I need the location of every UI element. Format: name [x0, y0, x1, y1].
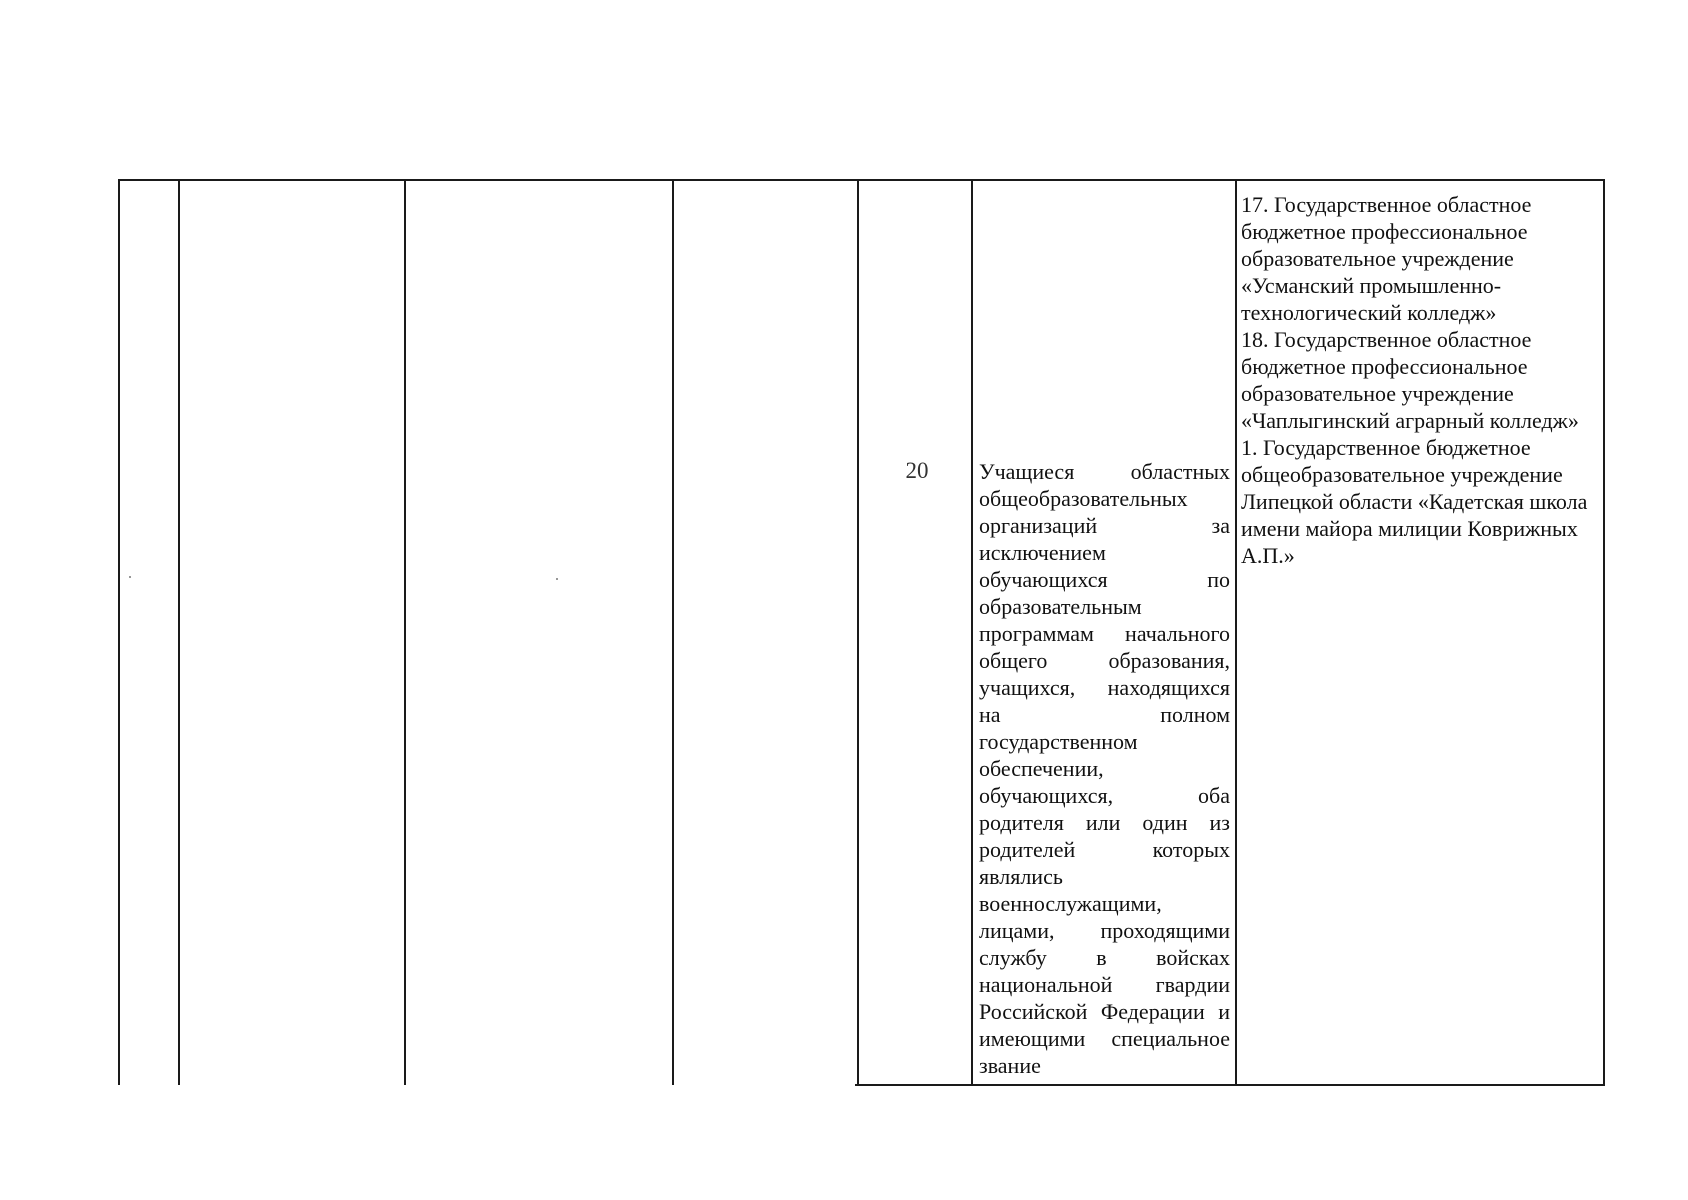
- scan-speck: [129, 576, 131, 578]
- table-top-border: [118, 179, 1605, 181]
- row-number: 20: [905, 458, 929, 483]
- row-description: Учащиеся областных общеобразовательных организаций за исключением обучающихся по образовательным программам начального общего образования, учащихся, находящихся на полном государственном обеспечении, обучающихся, оба родителя или один из родителей которых являлись военнослужащими, лицами, проходящими службу в войсках национальной гвардии Российской Федерации и имеющими специальное звание: [979, 459, 1230, 1078]
- table-column-divider-5: [857, 179, 859, 1085]
- scan-speck: [556, 578, 558, 580]
- table-column-divider-3: [404, 179, 406, 1085]
- organization-item: 17. Государственное областное бюджетное профессиональное образовательное учреждение «Усманский промышленно-технологический колледж»: [1241, 192, 1532, 325]
- organization-item: 18. Государственное областное бюджетное профессиональное образовательное учреждение «Чаплыгинский аграрный колледж»: [1241, 327, 1579, 433]
- table-right-border: [1603, 179, 1605, 1085]
- table-column-divider-2: [178, 179, 180, 1085]
- table-column-divider-7: [1235, 179, 1237, 1085]
- table-bottom-border: [855, 1084, 1605, 1086]
- organization-item: 1. Государственное бюджетное общеобразовательное учреждение Липецкой области «Кадетская школа имени майора милиции Коврижных А.П.»: [1241, 435, 1588, 568]
- table-column-divider-1: [118, 179, 120, 1085]
- organizations-list: [1241, 191, 1599, 569]
- table-column-divider-6: [971, 179, 973, 1085]
- table-column-divider-4: [672, 179, 674, 1085]
